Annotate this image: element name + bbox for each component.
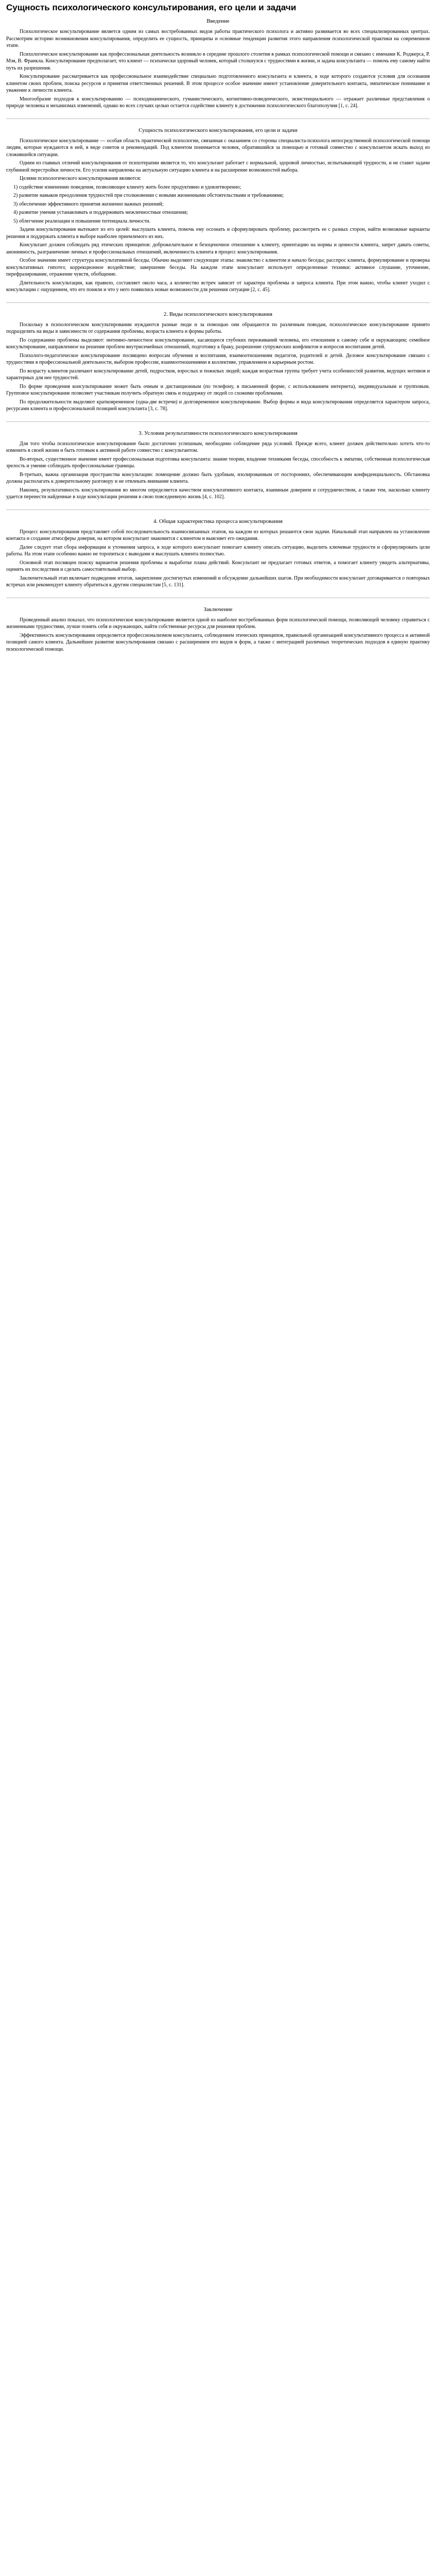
paragraph: Эффективность консультирования определяется профессионализмом консультанта, соблюдением этических принципов, правильной организацией консультативного процесса и активной позицией самого клиента. Дальнейшее развитие консультирования связано с расширением его видов и форм, а также с интеграцией различных теоретических подходов в единую практику психологической помощи. bbox=[6, 632, 430, 652]
document-title: Сущность психологического консультирования, его цели и задачи bbox=[6, 3, 297, 12]
paragraph: Консультирование рассматривается как профессиональное взаимодействие специально подготовленного консультанта и клиента, в ходе которого создаются условия для осознания клиентом своих проблем, поиска ресурсов и принятия ответственных решений. В этом процессе особое значение имеют установление доверительного контакта, эмпатическое понимание и уважение к личности клиента. bbox=[6, 74, 430, 94]
paragraph: По продолжительности выделяют кратковременное (одна-две встречи) и долговременное консультирование. Выбор формы и вида консультирования определяется характером запроса, ресурсами клиента и профессиональной позицией консультанта [3, с. 78]. bbox=[6, 399, 430, 412]
paragraph: 3) обеспечение эффективного принятия жизненно важных решений; bbox=[13, 201, 164, 207]
document-body bbox=[6, 18, 430, 662]
paragraph: Наконец, результативность консультирования во многом определяется качеством консультативного контакта, взаимным доверием и сотрудничеством, а также тем, насколько клиенту удается перенести найденные в ходе консультации решения в свою повседневную жизнь [4, с. 102]. bbox=[6, 487, 430, 500]
paragraph: Во-вторых, существенное значение имеет профессиональная подготовка консультанта: знание теории, владение техниками беседы, способность к эмпатии, собственная психологическая зрелость и умение соблюдать профессиональные границы. bbox=[6, 456, 430, 469]
paragraph: По содержанию проблемы выделяют: интимно-личностное консультирование, касающееся глубоких переживаний человека, его отношения к самому себе и окружающим; семейное консультирование, направленное на решение проблем внутрисемейных отношений, подготовку к браку, разрешение супружеских конфликтов и вопросов воспитания детей. bbox=[6, 337, 430, 350]
paragraph: Процесс консультирования представляет собой последовательность взаимосвязанных этапов, на каждом из которых решаются свои задачи. Начальный этап направлен на установление контакта и создание атмосферы доверия, на котором консультант знакомится с клиентом и выясняет его ожидания. bbox=[6, 529, 430, 542]
paragraph: Психологическое консультирование как профессиональная деятельность возникло в середине прошлого столетия в рамках психологической помощи и связано с именами К. Роджерса, Р. Мэя, В. Франкла. Консультирование предполагает, что клиент — психически здоровый человек, который столкнулся с трудностями в жизни, и задача консультанта — помочь ему самому найти путь их разрешения. bbox=[6, 51, 430, 71]
document-section bbox=[6, 606, 430, 662]
paragraph: 1) содействие изменению поведения, позволяющее клиенту жить более продуктивно и удовлетворенно; bbox=[13, 184, 241, 190]
section-heading: 4. Общая характеристика процесса консультирования bbox=[153, 518, 283, 524]
paragraph: Психологическое консультирование является одним из самых востребованных видов работы практического психолога и активно развивается во всех специализированных центрах. Рассмотрим историю возникновения консультирования, определить ее сущность, принципы и основные тенденции развития этого направления психологической практики на современном этапе. bbox=[6, 29, 430, 49]
paragraph: Для того чтобы психологическое консультирование было достаточно успешным, необходимо соблюдение ряда условий. Прежде всего, клиент должен действительно хотеть что-то изменить в своей жизни и быть готовым к активной работе совместно с консультантом. bbox=[6, 440, 430, 454]
paragraph: Психологическое консультирование — особая область практической психологии, связанная с оказанием со стороны специалиста-психолога непосредственной психологической помощи людям, которые нуждаются в ней, в виде советов и рекомендаций. Под клиентом понимается человек, обратившийся за помощью и готовый совместно с консультантом искать выход из сложившейся ситуации. bbox=[6, 138, 430, 158]
paragraph: По форме проведения консультирование может быть очным и дистанционным (по телефону, в письменной форме, с использованием интернета), индивидуальным и групповым. Групповое консультирование позволяет участникам получить обратную связь и поддержку от людей со схожими проблемами. bbox=[6, 383, 430, 397]
paragraph: Поскольку в психологическом консультировании нуждаются разные люди и за помощью они обращаются по различным поводам, психологическое консультирование принято подразделять на виды в зависимости от содержания проблемы, возраста клиента и формы работы. bbox=[6, 321, 430, 335]
section-heading: Заключение bbox=[203, 606, 233, 613]
paragraph: Особое значение имеет структура консультативной беседы. Обычно выделяют следующие этапы: знакомство с клиентом и начало беседы; расспрос клиента, формулирование и проверка консультативных гипотез; коррекционное воздействие; завершение беседы. На каждом этапе консультант использует определенные техники: активное слушание, уточнение, перефразирование, отражение чувств, обобщение. bbox=[6, 258, 430, 278]
paragraph: По возрасту клиентов различают консультирование детей, подростков, взрослых и пожилых людей; каждая возрастная группа требует учета особенностей развития, ведущих мотивов и характерных для нее трудностей. bbox=[6, 368, 430, 381]
paragraph: 4) развитие умения устанавливать и поддерживать межличностные отношения; bbox=[13, 210, 188, 216]
document-page bbox=[0, 0, 436, 678]
section-heading: 3. Условия результативности психологического консультирования bbox=[138, 430, 298, 436]
paragraph: 2) развитие навыков преодоления трудностей при столкновении с новыми жизненными обстоятельствами и требованиями; bbox=[13, 193, 284, 199]
document-section bbox=[6, 18, 430, 119]
paragraph: Проведенный анализ показал, что психологическое консультирование является одной из наиболее востребованных форм психологической помощи, позволяющей человеку справиться с жизненными трудностями, лучше понять себя и окружающих, найти собственные ресурсы для решения проблем. bbox=[6, 617, 430, 630]
document-section bbox=[6, 311, 430, 422]
paragraph: Многообразие подходов к консультированию — психодинамического, гуманистического, когнитивно-поведенческого, экзистенциального — отражает различные представления о природе человека и механизмах изменений, однако во всех случаях целью остается содействие клиенту в достижении психологического благополучия [1, с. 24]. bbox=[6, 96, 430, 109]
paragraph: 5) облегчение реализации и повышение потенциала личности. bbox=[13, 218, 151, 224]
paragraph: Целями психологического консультирования являются: bbox=[20, 176, 142, 182]
paragraph: В-третьих, важна организация пространства консультации: помещение должно быть удобным, изолированным от посторонних, обеспечивающим конфиденциальность. Обстановка должна располагать к доверительному разговору и не отвлекать внимание клиента. bbox=[6, 471, 430, 485]
paragraph: Психолого-педагогическое консультирование посвящено вопросам обучения и воспитания, взаимоотношениям педагогов, родителей и детей. Деловое консультирование связано с трудностями в профессиональной деятельности, выбором профессии, взаимоотношениями в коллективе, управлением и карьерным ростом. bbox=[6, 352, 430, 366]
paragraph: Длительность консультации, как правило, составляет около часа, а количество встреч зависит от характера проблемы и запроса клиента. При этом важно, чтобы клиент уходил с консультации с ощущением, что его поняли и что у него появились новые возможности для решения ситуации [2, с. 45]. bbox=[6, 280, 430, 293]
paragraph: Далее следует этап сбора информации и уточнения запроса, в ходе которого консультант помогает клиенту описать ситуацию, выделить ключевые трудности и сформулировать цели работы. На этом этапе особенно важно не торопиться с выводами и выслушать клиента полностью. bbox=[6, 544, 430, 557]
paragraph: Задачи консультирования вытекают из его целей: выслушать клиента, помочь ему осознать и сформулировать проблему, рассмотреть ее с разных сторон, найти возможные варианты решения и поддержать клиента в выборе наиболее приемлемого из них. bbox=[6, 227, 430, 240]
section-heading: Введение bbox=[206, 18, 230, 25]
paragraph: Консультант должен соблюдать ряд этических принципов: доброжелательное и безоценочное отношение к клиенту, ориентацию на нормы и ценности клиента, запрет давать советы, анонимность, разграничение личных и профессиональных отношений, включенность клиента в процесс консультирования. bbox=[6, 242, 430, 255]
document-section bbox=[6, 127, 430, 303]
document-section bbox=[6, 430, 430, 510]
section-heading: Сущность психологического консультирования, его цели и задачи bbox=[138, 127, 298, 133]
paragraph: Основной этап посвящен поиску вариантов решения проблемы и выработке плана действий. Консультант не предлагает готовых ответов, а помогает клиенту увидеть альтернативы, оценить их последствия и сделать самостоятельный выбор. bbox=[6, 560, 430, 573]
section-heading: 2. Виды психологического консультирования bbox=[163, 311, 273, 317]
paragraph: Одним из главных отличий консультирования от психотерапии является то, что консультант работает с нормальной, здоровой личностью, испытывающей трудности, и не ставит задачи глубинной перестройки личности. Его усилия направлены на актуальную ситуацию клиента и на расширение возможностей выбора. bbox=[6, 160, 430, 173]
paragraph: Заключительный этап включает подведение итогов, закрепление достигнутых изменений и обсуждение дальнейших шагов. При необходимости консультант договаривается о повторных встречах или рекомендует клиенту обратиться к другим специалистам [5, с. 131]. bbox=[6, 575, 430, 588]
document-section bbox=[6, 518, 430, 598]
